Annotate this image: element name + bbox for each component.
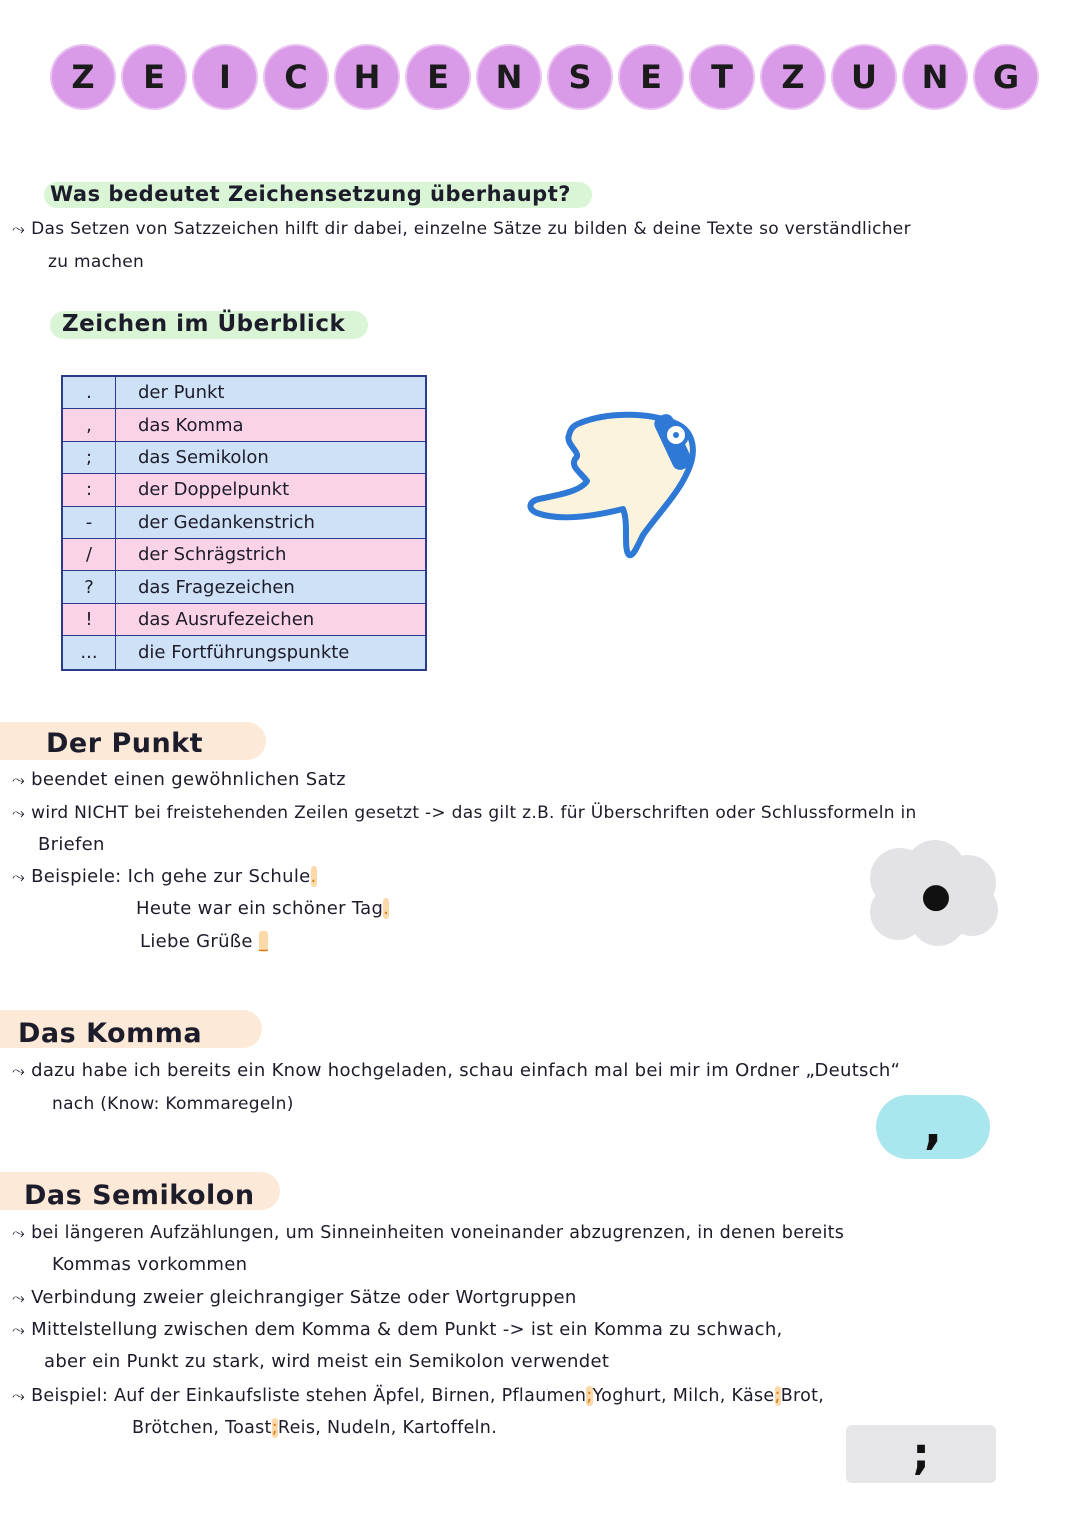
table-name: der Doppelpunkt [138,479,290,501]
table-symbol: / [63,539,116,570]
marked-semicolon: ; [586,1386,593,1406]
arrow-icon: ⤳ [12,867,26,886]
example-text: Heute war ein schöner Tag [136,898,384,919]
title-letter: G [975,46,1037,108]
table-row [63,539,425,571]
title-letter: E [620,46,682,108]
title-letter: I [194,46,256,108]
punkt-point [12,764,346,796]
title-letter: C [265,46,327,108]
komma-point [12,1055,900,1087]
punkt-example [12,861,317,893]
table-symbol: : [63,474,116,505]
semikolon-point [12,1314,783,1346]
table-symbol: ; [63,442,116,473]
marked-semicolon: ; [271,1418,278,1438]
question-heading: Was bedeutet Zeichensetzung überhaupt? [50,182,571,206]
semikolon-example [12,1380,824,1412]
arrow-icon: ⤳ [12,803,26,822]
table-symbol: . [63,377,116,408]
table-name: das Ausrufezeichen [138,608,315,630]
komma-heading: Das Komma [18,1018,203,1049]
semikolon-line: Mittelstellung zwischen dem Komma & dem Punkt -> ist ein Komma zu schwach, [31,1319,783,1340]
marked-dash: _ [258,931,269,952]
example-label: Beispiele: [31,866,122,887]
table-name: die Fortführungspunkte [138,641,350,663]
table-name: der Punkt [138,382,225,404]
title-letter: E [407,46,469,108]
tooth-icon [525,405,710,565]
title-letter: T [691,46,753,108]
overview-heading: Zeichen im Überblick [62,311,346,337]
example-text: Reis, Nudeln, Kartoffeln. [277,1418,498,1438]
arrow-icon: ⤳ [12,219,26,238]
arrow-icon: ⤳ [12,1386,26,1405]
table-symbol: ... [63,636,116,668]
question-text [12,213,911,245]
komma-line: nach (Know: Kommaregeln) [52,1094,294,1114]
title-letter: N [478,46,540,108]
table-row [63,636,425,668]
punkt-line: Briefen [38,834,105,855]
table-symbol: ? [63,571,116,602]
table-row [63,474,425,506]
title-letter: E [123,46,185,108]
arrow-icon: ⤳ [12,770,26,789]
dot-symbol: ● [921,876,951,916]
table-row [63,377,425,409]
example-text: Brötchen, Toast [132,1418,272,1438]
punkt-example [136,893,389,925]
table-row [63,571,425,603]
semikolon-line: Kommas vorkommen [52,1254,248,1275]
example-text: Yoghurt, Milch, Käse [592,1386,775,1406]
punctuation-table [61,375,427,671]
table-name: das Semikolon [138,446,269,468]
arrow-icon: ⤳ [12,1061,26,1080]
table-row [63,507,425,539]
arrow-icon: ⤳ [12,1288,26,1307]
marked-dot: . [310,866,317,887]
marked-semicolon: ; [774,1386,781,1406]
table-name: der Gedankenstrich [138,511,315,533]
semikolon-example [132,1412,497,1444]
table-symbol: ! [63,604,116,635]
semikolon-line: Verbindung zweier gleichrangiger Sätze oder Wortgruppen [31,1287,577,1308]
semicolon-symbol: ; [846,1425,996,1483]
semikolon-point [12,1217,844,1249]
arrow-icon: ⤳ [12,1320,26,1339]
komma-line: dazu habe ich bereits ein Know hochgeladen, schau einfach mal bei mir im Ordner „Deutsch“ [31,1060,901,1081]
title-letter: H [336,46,398,108]
table-symbol: , [63,409,116,440]
example-text: Auf der Einkaufsliste stehen Äpfel, Birnen, Pflaumen [113,1386,587,1406]
title-row [52,46,1037,112]
semikolon-line: bei längeren Aufzählungen, um Sinneinheiten voneinander abzugrenzen, in denen bereits [31,1223,845,1243]
table-name: das Komma [138,414,244,436]
punkt-point [12,797,917,829]
semikolon-heading: Das Semikolon [24,1180,255,1211]
example-text: Ich gehe zur Schule [127,866,311,887]
punkt-line: beendet einen gewöhnlichen Satz [31,769,346,790]
punkt-example [140,926,268,958]
title-letter: S [549,46,611,108]
title-letter: U [833,46,895,108]
example-label: Beispiel: [31,1386,109,1406]
question-line: Das Setzen von Satzzeichen hilft dir dabei, einzelne Sätze zu bilden & deine Texte so verständlicher [31,219,911,239]
semikolon-line: aber ein Punkt zu stark, wird meist ein Semikolon verwendet [44,1351,610,1372]
semikolon-point [12,1282,577,1314]
title-letter: N [904,46,966,108]
table-name: der Schrägstrich [138,544,287,566]
table-name: das Fragezeichen [138,576,295,598]
table-row [63,409,425,441]
marked-dot: . [383,898,390,919]
title-letter: Z [52,46,114,108]
title-letter: Z [762,46,824,108]
table-row [63,604,425,636]
punkt-line: wird NICHT bei freistehenden Zeilen gesetzt -> das gilt z.B. für Überschriften oder Schlussformeln in [31,803,917,823]
example-text: Brot, [780,1386,825,1406]
question-line: zu machen [48,252,145,272]
example-text: Liebe Grüße [140,931,253,952]
punkt-heading: Der Punkt [46,728,204,759]
arrow-icon: ⤳ [12,1223,26,1242]
table-symbol: - [63,507,116,538]
table-row [63,442,425,474]
comma-symbol: , [876,1095,990,1159]
